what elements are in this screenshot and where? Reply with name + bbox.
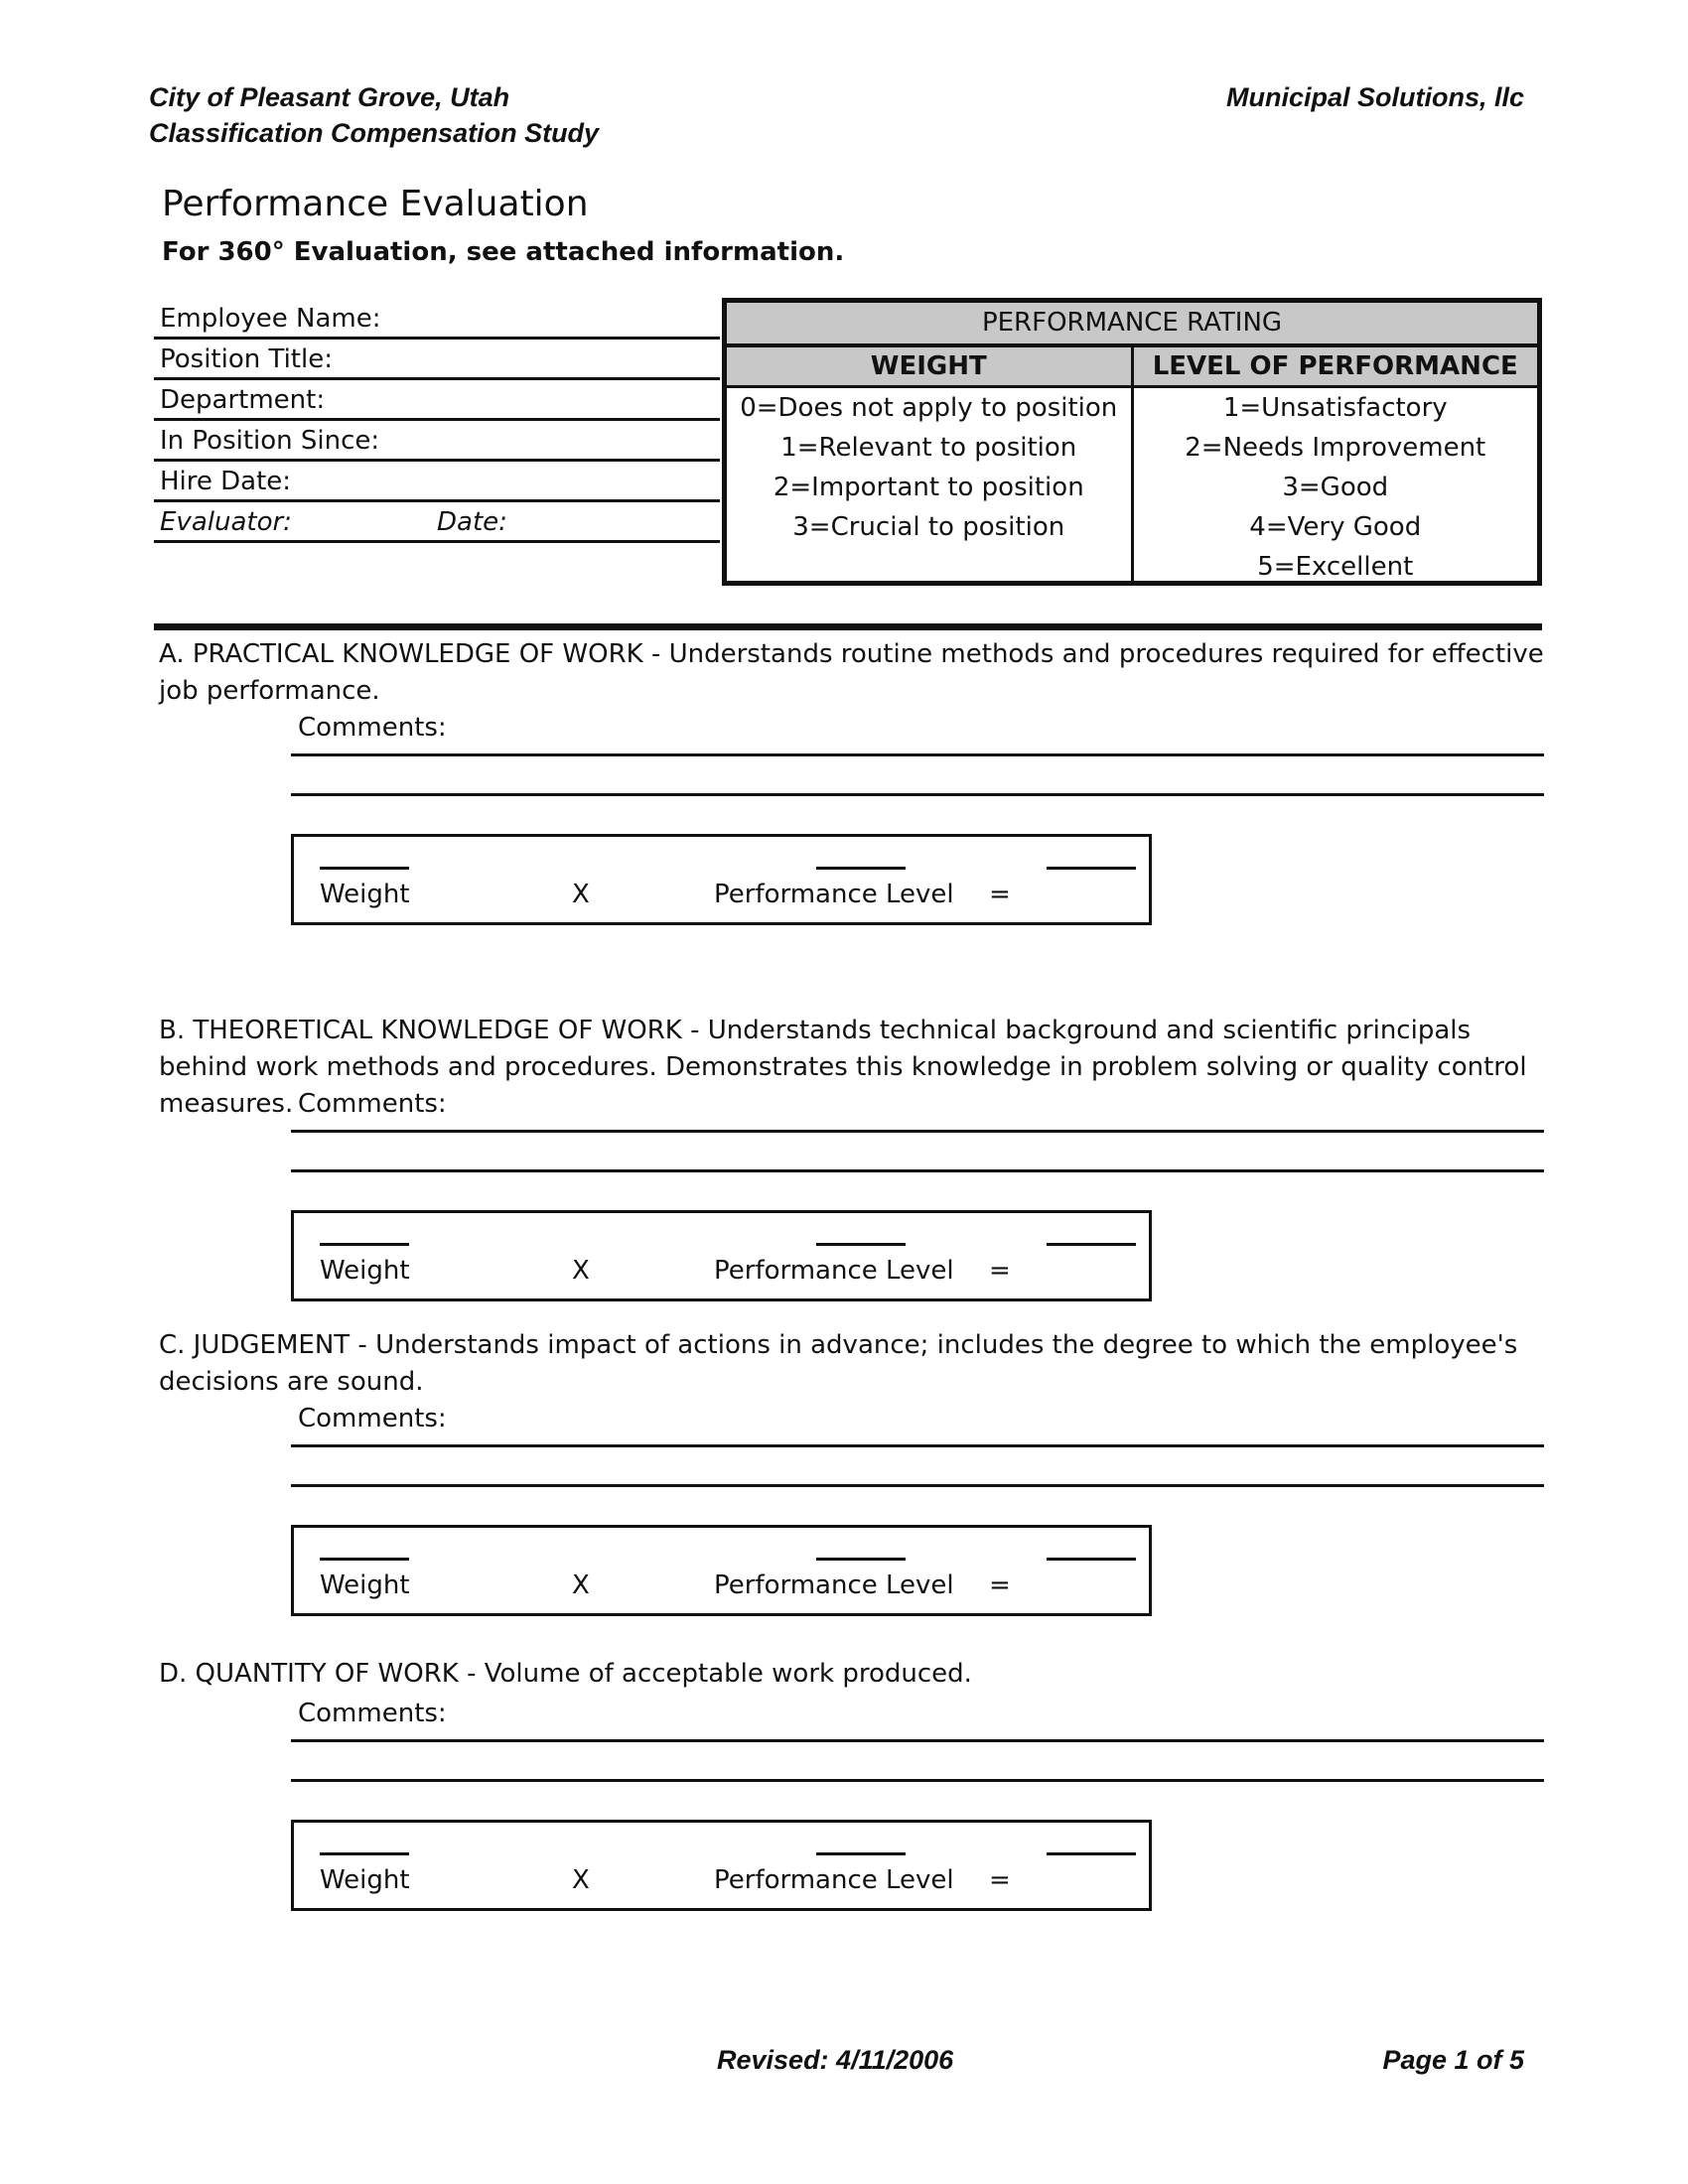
- weight-label: Weight: [320, 1865, 410, 1895]
- in-position-since-label: In Position Since:: [160, 426, 380, 456]
- section-theoretical-knowledge: [159, 1013, 1544, 1286]
- performance-level-blank[interactable]: [816, 867, 906, 870]
- comment-line[interactable]: [291, 753, 1544, 756]
- equals-sign: =: [989, 1865, 1011, 1895]
- comment-line[interactable]: [291, 1169, 1544, 1172]
- equals-sign: =: [989, 1570, 1011, 1600]
- score-blank[interactable]: [1047, 867, 1136, 870]
- performance-level-label: Performance Level: [714, 880, 954, 909]
- hire-date-label: Hire Date:: [160, 467, 292, 496]
- in-position-since-field[interactable]: [154, 421, 720, 462]
- weight-blank[interactable]: [320, 867, 409, 870]
- comment-line[interactable]: [291, 1779, 1544, 1782]
- score-box: [291, 1525, 1152, 1616]
- department-field[interactable]: [154, 380, 720, 421]
- evaluator-field[interactable]: [154, 502, 720, 543]
- level-item: 2=Needs Improvement: [1185, 433, 1486, 463]
- multiply-sign: X: [572, 1256, 590, 1286]
- equals-sign: =: [989, 1256, 1011, 1286]
- comments-label: Comments:: [298, 1699, 447, 1728]
- weight-label: Weight: [320, 880, 410, 909]
- level-item: 3=Good: [1282, 473, 1389, 502]
- section-judgement: [159, 1327, 1544, 1600]
- section-description: A. PRACTICAL KNOWLEDGE OF WORK - Understands routine methods and procedures required for effective job performance.: [159, 639, 1544, 706]
- level-header: LEVEL OF PERFORMANCE: [1134, 347, 1538, 388]
- page-title: Performance Evaluation: [162, 184, 589, 224]
- section-description: D. QUANTITY OF WORK - Volume of acceptable work produced.: [159, 1659, 972, 1689]
- score-blank[interactable]: [1047, 1852, 1136, 1855]
- level-item: 4=Very Good: [1249, 512, 1422, 542]
- weight-item: 2=Important to position: [773, 473, 1084, 502]
- section-description: B. THEORETICAL KNOWLEDGE OF WORK - Understands technical background and scientific principals behind work methods and procedures. Demonstrates this knowledge in problem solving or quality control measures.: [159, 1016, 1527, 1119]
- department-label: Department:: [160, 385, 326, 415]
- employee-name-label: Employee Name:: [160, 304, 381, 334]
- weight-item: 3=Crucial to position: [792, 512, 1065, 542]
- comments-label: Comments:: [298, 1089, 447, 1119]
- comments-label: Comments:: [298, 713, 447, 743]
- level-item: 5=Excellent: [1257, 552, 1414, 582]
- page-number: Page 1 of 5: [1382, 2045, 1524, 2075]
- hire-date-field[interactable]: [154, 462, 720, 502]
- weight-blank[interactable]: [320, 1558, 409, 1561]
- comment-line[interactable]: [291, 793, 1544, 796]
- section-description: C. JUDGEMENT - Understands impact of actions in advance; includes the degree to which the employee's decisions are sound.: [159, 1330, 1518, 1397]
- comments-label: Comments:: [298, 1404, 447, 1433]
- section-quantity-of-work: [159, 1656, 1544, 1895]
- header-org: [149, 79, 599, 151]
- performance-level-label: Performance Level: [714, 1570, 954, 1600]
- position-title-field[interactable]: [154, 340, 720, 380]
- comment-line[interactable]: [291, 1130, 1544, 1133]
- multiply-sign: X: [572, 1865, 590, 1895]
- date-label: Date:: [437, 507, 507, 537]
- weight-blank[interactable]: [320, 1852, 409, 1855]
- score-box: [291, 1210, 1152, 1301]
- page-subtitle: For 360° Evaluation, see attached information.: [162, 237, 845, 267]
- header-org-line1: City of Pleasant Grove, Utah: [149, 82, 510, 112]
- comment-line[interactable]: [291, 1484, 1544, 1487]
- weight-column: [727, 347, 1134, 586]
- performance-level-label: Performance Level: [714, 1256, 954, 1286]
- performance-rating-table: [722, 298, 1542, 586]
- performance-level-blank[interactable]: [816, 1243, 906, 1246]
- employee-info-block: [154, 299, 720, 543]
- evaluator-label: Evaluator:: [160, 507, 292, 537]
- score-blank[interactable]: [1047, 1243, 1136, 1246]
- rating-table-title: PERFORMANCE RATING: [727, 303, 1537, 347]
- comment-line[interactable]: [291, 1739, 1544, 1742]
- weight-blank[interactable]: [320, 1243, 409, 1246]
- weight-header: WEIGHT: [727, 347, 1131, 388]
- level-column: [1134, 347, 1538, 586]
- weight-item: 0=Does not apply to position: [740, 393, 1118, 423]
- level-item: 1=Unsatisfactory: [1222, 393, 1448, 423]
- performance-level-blank[interactable]: [816, 1558, 906, 1561]
- employee-name-field[interactable]: [154, 299, 720, 340]
- performance-level-blank[interactable]: [816, 1852, 906, 1855]
- weight-label: Weight: [320, 1256, 410, 1286]
- score-box: [291, 1820, 1152, 1911]
- section-practical-knowledge: [159, 636, 1544, 909]
- header-company: Municipal Solutions, llc: [1225, 82, 1524, 112]
- multiply-sign: X: [572, 1570, 590, 1600]
- weight-label: Weight: [320, 1570, 410, 1600]
- score-blank[interactable]: [1047, 1558, 1136, 1561]
- revised-date: Revised: 4/11/2006: [717, 2045, 954, 2075]
- section-divider: [154, 623, 1542, 630]
- performance-level-label: Performance Level: [714, 1865, 954, 1895]
- weight-item: 1=Relevant to position: [780, 433, 1077, 463]
- position-title-label: Position Title:: [160, 344, 333, 374]
- header-org-line2: Classification Compensation Study: [149, 118, 600, 148]
- comment-line[interactable]: [291, 1444, 1544, 1447]
- score-box: [291, 834, 1152, 925]
- multiply-sign: X: [572, 880, 590, 909]
- equals-sign: =: [989, 880, 1011, 909]
